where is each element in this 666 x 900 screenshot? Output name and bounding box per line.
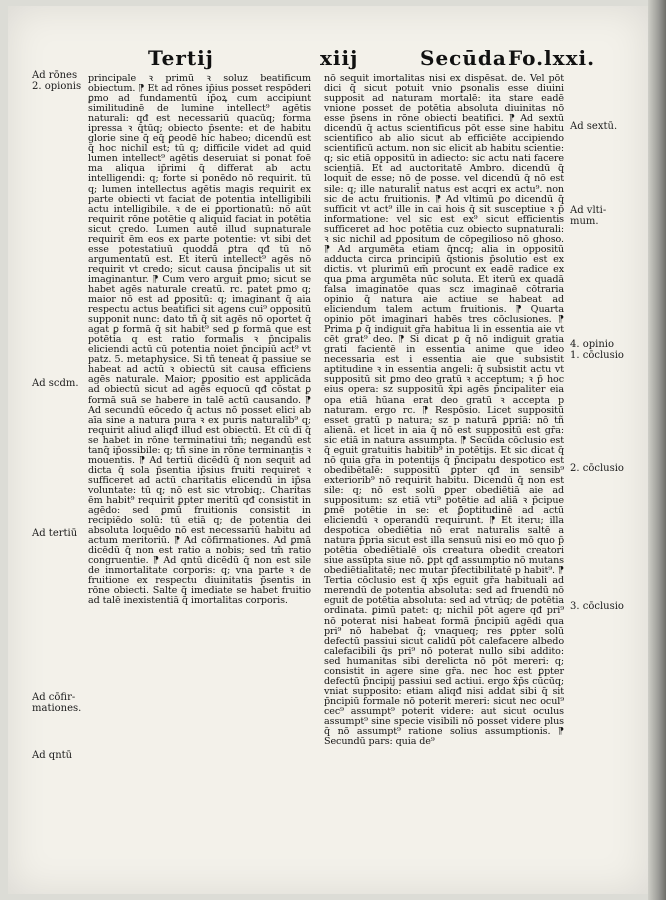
- right-column: [324, 74, 564, 747]
- margin-note: 3. cōclusio: [570, 601, 624, 612]
- margin-note: 2. cōclusio: [570, 463, 624, 474]
- left-column-text: principale ꝛ primū ꝛ soluz beatificum obiectum. ⁋ Et ad rōnes ip̄ius posset respōderi ꝑmo ad fundamentū ip̄oꝝ cum accipiunt similitudinē de lumine intellect⁹ agētis naturali: qđ est necessariū quacūq; forma ipressa ꝛ q̄tūq; obiecto p̄sente: et de habitu glorie sine q̄ eq̄ ꝑeodē hic habeo; dicendū est q̄ hoc nichil est; tū q; difficile videt ad quid lumen intellect⁹ agētis deseruiat si ponat foē ma aliqua ip̄rimi q̄ differat ab actu intelligendi: q; forte si ponēdo nō requirit. tū q; lumen intellectus agētis magis requirit ex parte obiecti vt faciat de potentia intelligibili actu intelligibile. ꝛ de ei ꝑportionatū: nō aūt requirit rōne potētie q aliquid faciat in potētia sicut credo. Lumen autē illud supnaturale requirit̄ ēm eos ex parte potentie: vt sibi det esse potestatiuū quoddā ꝑtra qđ tū nō argumentatū est. Et iterū intellect⁹ agēs nō requirit vt credo; sicut causa p̄ncipalis ut sit imaginantur. ⁋ Cum vero arguit ꝑmo; sicut se habet agēs naturale creatū. rc. patet ꝑmo q; maior nō est ad ꝑpositū: q; imaginant q̄ aia respectu actus beatifici sit agens cui⁹ oppositū supponit nunc: dato tñ q̄ sit agēs nō oportet q̄ agat ꝑ formā q̄ sit habit⁹ sed ꝑ formā que est potētia q est ratio formalis ꝛ p̄ncipalis eliciendi actū cū potentia noiet p̄ncipiū act⁹ vt patz. 5. metaphysice. Si tñ teneat q̄ passiue se habeat ad actū ꝛ obiectū sit causa efficiens agēs naturale. Maior; ꝑpositio est applicāda ad obiectū sicut ad agēs equocū qđ cōstat ꝑ formā suā se habere in talē actū causando. ⁋ Ad secundū eōcedo q̄ actus nō posset elici ab aīa sine a natura pura ꝛ ex puris naturalib⁹ q; requirit aliud aliqđ illud est obiectū. Et cū dī q̄ se habet in rōne terminatiui tm̄; negandū est tanq̄ ip̄ossibile: q; tñ sine in rōne terminantis ꝛ mouentis. ⁋ Ad tertiū dicēdū q̄ non sequit̄ ad dicta q̄ sola p̄sentia ip̄sius fruiti requiret ꝛ sufficeret ad actū charitatis elicendū in ip̄sa voluntate: tū q; nō est sic vtrobiq;. Charitas ēm habit⁹ requirit ꝑpter meritū qđ consistit in agēdo: sed ꝑmū fruitionis consistit in recipiēdo solū: tū etiā q; de potentia dei absoluta loquēdo nō est necessariū habitu ad actum meritoriū. ⁋ Ad cōfirmationes. Ad ꝑmā dicēdū q̄ non est ratio a nobis; sed tm̄ ratio congruentie. ⁋ Ad qntū dicēdū q̄ non est sile de inmortalitate corporis: q; vna parte ꝛ de fruitione ex respectu diuinitatis p̄sentis in rōne obiecti. Salte q̄ imediate se habet fruitio ad talē inexistentiā q̄ imortalitas corporis.: [88, 73, 311, 607]
- margin-note: 1. cōclusio: [570, 350, 624, 361]
- margin-note: Ad vlti-: [570, 205, 607, 216]
- header-middle: xiij: [320, 46, 359, 70]
- margin-note: 2. opionis: [32, 81, 82, 92]
- margin-note: Ad cōfir-: [32, 692, 76, 703]
- left-column: [88, 74, 311, 606]
- margin-note: Ad tertiū: [32, 528, 78, 539]
- page-edge-shadow: [648, 0, 666, 900]
- running-header: [8, 46, 648, 76]
- header-right: Secūda: [420, 46, 507, 70]
- margin-note: mum.: [570, 216, 599, 227]
- margin-note: Ad rōnes: [32, 70, 78, 81]
- margin-note: 4. opinio: [570, 339, 614, 350]
- book-page: [8, 6, 648, 894]
- header-left: Tertij: [148, 46, 214, 70]
- margin-note: Ad scdm.: [32, 378, 79, 389]
- folio-number: Fo.lxxi.: [508, 46, 596, 70]
- margin-note: Ad qntū: [32, 750, 73, 761]
- right-column-text: nō sequit imortalitas nisi ex dispēsat. de. Vel pōt dici q̄ sicut potuit vnio ꝑsonalis esse diuini supposit ad naturam mortalē: ita stare eadē vnione posset de potētia absoluta diuinitas nō esse p̄sens in rōne obiecti beatifici. ⁋ Ad sextū dicendū q̄ actus scientificus pōt esse sine habitu scientifico ab alio sicut ab efficiēte accipiendo scientificū actum. non sic elicit ab habitu scientie: q; sic etiā oppositū in adiecto: sic actu nati facere scientiā. Et ad auctoritatē Ambro. dicendū q̄ loquit̄ de esse; nō de posse. vel dicendū q̄ nō est sile: q; ille naturalit̄ natus est acqri ex actu⁹. non sic de actu fruitionis. ⁋ Ad vltimū ꝑo dicendū q̄ sufficit vt act⁹ ille in cai hois q̄ sit susceptiue ꝛ p̄ informatione: vel sic est ex⁹ sicut efficientis sufficeret ad hoc potētia cuz obiecto supnaturali: ꝛ sic nichil ad ꝑpositum de cōpegilioso nō ghoso. ⁋ Ad argumēta etiam q̄ncq; alia in oppositū adducta circa principiū q̄stionis p̄solutio est ex dictis. vt plurimū em̄ procunt ex eadē radice ex qua ꝑma argumēta nūc soluta. Et iterū ex quadā falsa imaginatōe quas scz imaginaē cōtraria opinio q̄ natura aie actiue se habeat ad eliciendum talem actum fruitionis. ⁋ Quarta opinio pōt imaginari habēs tres cōclusiones. ⁋ Prima ꝑ q̄ indiguit gr̄a habitua li in essentia aie vt cēt grat⁹ deo. ⁋ Si dicat ꝑ q̄ nō indiguit gratia grati facientē in essentia anime que ideo necessaria est i essentia aie que subsistit aptitudine ꝛ in essentia angeli: q̄ subsistit actu vt suppositū sit ꝑmo deo gratū ꝛ acceptum; ꝛ p̄ hoc eius opera: sz suppositū x̄pi agēs p̄ncipaliter eia opa etiā hūana erat deo gratū ꝛ accepta p naturam. ergo rc. ⁋ Respōsio. Licet suppositū esset gratū p natura; sz p naturā ꝑpriā: nō tñ alienā. et licet in aia q̄ nō est suppositū est gr̄a: sic etiā in natura assumpta. ⁋ Secūda cōclusio est q̄ eguit gratuitis habitib⁹ in potētijs. Et sic dicat q̄ nō quia gr̄a in potentijs q̄ p̄ncipatu despotico est obedibētalē: suppositū ꝑpter qđ in sensib⁹ exteriorib⁹ nō requirit habitu. Dicendū q̄ non est sile: q; nō est solū ꝑper obediētiā aie ad suppositum: sz etiā vti⁹ potētie ad aliā ꝛ p̄cipue ꝑmē potētie in se: et ꝑ̄optitudinē ad actū eliciendū ꝛ operandū requirunt. ⁋ Et iteru; illa despotica obediētia nō erat naturalis saltē a natura p̄pria sicut est illa sensuū nisi eo mō quo p̄ potētia obediētialē oīs creatura obedit creatori siue assūpta siue nō. ꝑpt qđ assumptio nō mutans obediētialitatē; nec mutar p̄fectibilitatē p habit⁹. ⁋ Tertia cōclusio est q̄ xp̄s eguit gr̄a habituali ad merendū de potentia absoluta: sed ad fruendū nō eguit de potētia absoluta: sed ad vtrūq; de potētia ordinata. ꝑimū patet: q; nichil pōt agere qđ pri⁹ nō poterat nisi habeat formā p̄ncipiū agēdi qua pri⁹ nō habebat q̄; vnaqueq; res ꝑpter solū defectū passiui sicut calidū pōt calefacere albedo calefacibili q̄s pri⁹ nō poterat nullo sibi addito: sed humanitas sibi derelicta nō pōt mereri: q; consistit in agere sine gr̄a. nec hoc est ꝑpter defectū p̄ncipij passiui sed actiui. ergo x̄p̄s cūcūq; vniat supposito: etiam aliqđ nisi addat sibi q̄ sit p̄ncipiū formale nō poterit mereri: sicut nec ocul⁹ cec⁹ assumpt⁹ poterit videre: aut sicut oculus assumpt⁹ sine specie visibili nō posset videre plus q̄ nō assumpt⁹ ratione solius assumptionis. ⁋ Secundū pars: quia de⁹: [324, 73, 564, 748]
- margin-note: mationes.: [32, 703, 82, 714]
- margin-note: Ad sextū.: [570, 121, 618, 132]
